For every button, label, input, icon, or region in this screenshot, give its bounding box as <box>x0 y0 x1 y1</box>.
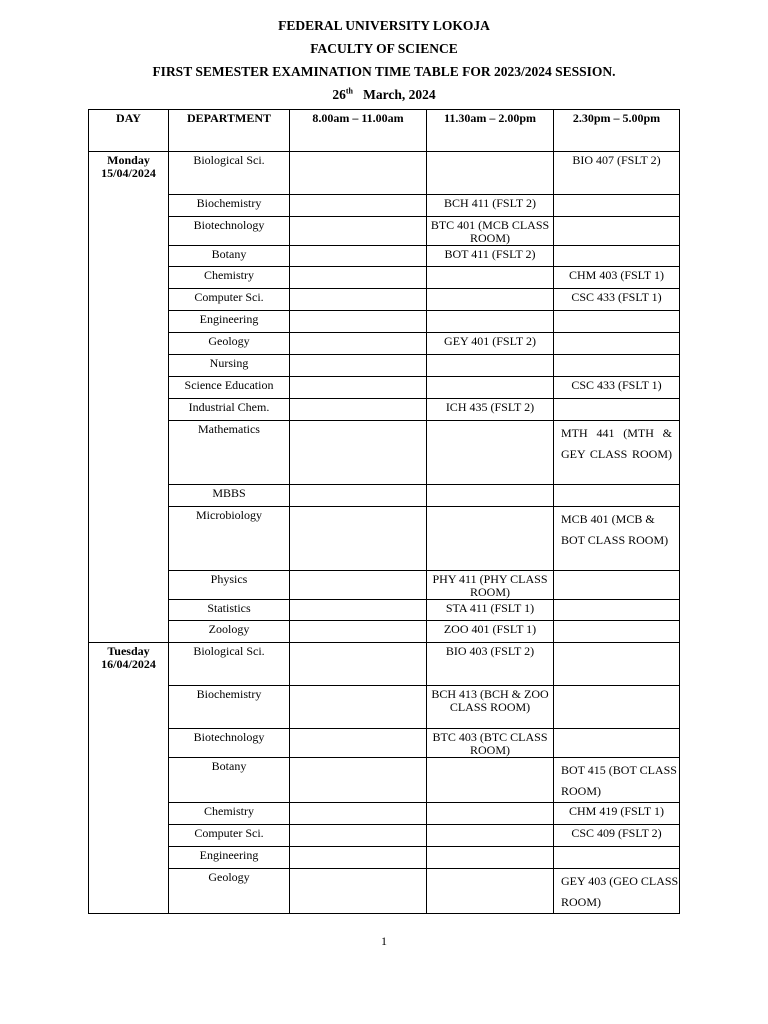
slot-3-cell: BOT 415 (BOT CLASS ROOM) <box>554 758 680 803</box>
timetable-title: FIRST SEMESTER EXAMINATION TIME TABLE FOR 2023/2024 SESSION. <box>152 64 616 79</box>
col-header-slot-1: 8.00am – 11.00am <box>290 110 427 152</box>
slot-1-cell <box>290 355 427 377</box>
slot-1-cell <box>290 377 427 399</box>
slot-3-cell <box>554 600 680 621</box>
slot-3-cell <box>554 355 680 377</box>
slot-2-cell <box>427 485 554 507</box>
department-cell: Biochemistry <box>169 686 290 729</box>
day-date: 16/04/2024 <box>101 657 156 671</box>
table-row <box>89 333 680 355</box>
table-row <box>89 729 680 758</box>
slot-2-cell <box>427 311 554 333</box>
table-row <box>89 869 680 914</box>
department-cell: Engineering <box>169 311 290 333</box>
slot-1-cell <box>290 246 427 267</box>
slot-1-cell <box>290 643 427 686</box>
department-cell: Nursing <box>169 355 290 377</box>
exam-timetable <box>88 109 680 914</box>
table-row <box>89 377 680 399</box>
date-rest: March, 2024 <box>353 87 436 102</box>
table-row <box>89 600 680 621</box>
slot-3-cell <box>554 246 680 267</box>
slot-2-cell <box>427 803 554 825</box>
slot-2-cell: BTC 401 (MCB CLASS ROOM) <box>427 217 554 246</box>
slot-1-cell <box>290 217 427 246</box>
slot-2-cell <box>427 507 554 571</box>
table-row <box>89 399 680 421</box>
department-cell: Geology <box>169 333 290 355</box>
slot-1-cell <box>290 825 427 847</box>
slot-2-cell <box>427 377 554 399</box>
date-day: 26 <box>332 87 346 102</box>
slot-1-cell <box>290 195 427 217</box>
table-row <box>89 643 680 686</box>
date-suffix: th <box>345 86 353 96</box>
department-cell: Chemistry <box>169 803 290 825</box>
document-header <box>0 14 768 106</box>
table-row <box>89 507 680 571</box>
slot-1-cell <box>290 485 427 507</box>
slot-2-cell <box>427 869 554 914</box>
slot-2-cell <box>427 847 554 869</box>
slot-1-cell <box>290 311 427 333</box>
table-row <box>89 195 680 217</box>
slot-1-cell <box>290 289 427 311</box>
slot-1-cell <box>290 758 427 803</box>
slot-1-cell <box>290 571 427 600</box>
slot-3-cell <box>554 686 680 729</box>
slot-3-cell: MCB 401 (MCB & BOT CLASS ROOM) <box>554 507 680 571</box>
faculty-name: FACULTY OF SCIENCE <box>310 41 458 56</box>
slot-2-cell <box>427 758 554 803</box>
department-cell: Botany <box>169 246 290 267</box>
col-header-slot-2: 11.30am – 2.00pm <box>427 110 554 152</box>
col-header-slot-3: 2.30pm – 5.00pm <box>554 110 680 152</box>
slot-2-cell <box>427 421 554 485</box>
department-cell: Chemistry <box>169 267 290 289</box>
slot-1-cell <box>290 686 427 729</box>
slot-2-cell <box>427 289 554 311</box>
department-cell: MBBS <box>169 485 290 507</box>
department-cell: Botany <box>169 758 290 803</box>
slot-1-cell <box>290 869 427 914</box>
slot-3-cell <box>554 399 680 421</box>
slot-3-cell <box>554 333 680 355</box>
department-cell: Biochemistry <box>169 195 290 217</box>
department-cell: Physics <box>169 571 290 600</box>
slot-1-cell <box>290 333 427 355</box>
day-date: 15/04/2024 <box>101 166 156 180</box>
slot-3-cell <box>554 643 680 686</box>
slot-1-cell <box>290 399 427 421</box>
slot-2-cell: BCH 411 (FSLT 2) <box>427 195 554 217</box>
table-row <box>89 152 680 195</box>
slot-1-cell <box>290 507 427 571</box>
slot-1-cell <box>290 152 427 195</box>
slot-3-cell <box>554 847 680 869</box>
slot-2-cell: ZOO 401 (FSLT 1) <box>427 621 554 643</box>
table-row <box>89 686 680 729</box>
slot-2-cell: STA 411 (FSLT 1) <box>427 600 554 621</box>
slot-2-cell <box>427 267 554 289</box>
table-row <box>89 803 680 825</box>
slot-1-cell <box>290 729 427 758</box>
department-cell: Science Education <box>169 377 290 399</box>
department-cell: Statistics <box>169 600 290 621</box>
table-row <box>89 217 680 246</box>
table-row <box>89 825 680 847</box>
slot-2-cell: PHY 411 (PHY CLASS ROOM) <box>427 571 554 600</box>
department-cell: Geology <box>169 869 290 914</box>
slot-1-cell <box>290 421 427 485</box>
department-cell: Biotechnology <box>169 217 290 246</box>
slot-3-cell <box>554 311 680 333</box>
slot-2-cell: ICH 435 (FSLT 2) <box>427 399 554 421</box>
table-row <box>89 311 680 333</box>
slot-3-cell <box>554 571 680 600</box>
day-cell-tuesday <box>89 643 169 914</box>
department-cell: Zoology <box>169 621 290 643</box>
col-header-department: DEPARTMENT <box>169 110 290 152</box>
table-row <box>89 289 680 311</box>
table-row <box>89 621 680 643</box>
table-row <box>89 847 680 869</box>
slot-3-cell: CHM 403 (FSLT 1) <box>554 267 680 289</box>
slot-2-cell: BTC 403 (BTC CLASS ROOM) <box>427 729 554 758</box>
slot-3-cell: CSC 433 (FSLT 1) <box>554 377 680 399</box>
table-header-row <box>89 110 680 152</box>
slot-1-cell <box>290 803 427 825</box>
slot-3-cell <box>554 195 680 217</box>
department-cell: Mathematics <box>169 421 290 485</box>
table-row <box>89 758 680 803</box>
page-number: 1 <box>381 934 387 948</box>
department-cell: Computer Sci. <box>169 289 290 311</box>
slot-3-cell: MTH 441 (MTH & GEY CLASS ROOM) <box>554 421 680 485</box>
slot-3-cell: CSC 409 (FSLT 2) <box>554 825 680 847</box>
slot-1-cell <box>290 600 427 621</box>
table-row <box>89 355 680 377</box>
slot-3-cell <box>554 729 680 758</box>
day-name: Monday <box>107 153 150 167</box>
col-header-day: DAY <box>89 110 169 152</box>
department-cell: Microbiology <box>169 507 290 571</box>
day-cell-monday <box>89 152 169 643</box>
slot-3-cell: CSC 433 (FSLT 1) <box>554 289 680 311</box>
table-row <box>89 246 680 267</box>
slot-1-cell <box>290 847 427 869</box>
timetable-date <box>0 83 768 106</box>
slot-2-cell <box>427 355 554 377</box>
slot-3-cell <box>554 217 680 246</box>
slot-2-cell <box>427 825 554 847</box>
slot-1-cell <box>290 621 427 643</box>
slot-2-cell: BIO 403 (FSLT 2) <box>427 643 554 686</box>
slot-2-cell <box>427 152 554 195</box>
department-cell: Biological Sci. <box>169 152 290 195</box>
table-row <box>89 267 680 289</box>
table-row <box>89 421 680 485</box>
slot-2-cell: BOT 411 (FSLT 2) <box>427 246 554 267</box>
department-cell: Computer Sci. <box>169 825 290 847</box>
table-row <box>89 485 680 507</box>
department-cell: Biological Sci. <box>169 643 290 686</box>
slot-3-cell: CHM 419 (FSLT 1) <box>554 803 680 825</box>
university-name: FEDERAL UNIVERSITY LOKOJA <box>278 18 490 33</box>
department-cell: Biotechnology <box>169 729 290 758</box>
slot-3-cell <box>554 621 680 643</box>
slot-2-cell: GEY 401 (FSLT 2) <box>427 333 554 355</box>
department-cell: Industrial Chem. <box>169 399 290 421</box>
department-cell: Engineering <box>169 847 290 869</box>
slot-3-cell: GEY 403 (GEO CLASS ROOM) <box>554 869 680 914</box>
slot-3-cell: BIO 407 (FSLT 2) <box>554 152 680 195</box>
slot-1-cell <box>290 267 427 289</box>
table-row <box>89 571 680 600</box>
slot-3-cell <box>554 485 680 507</box>
day-name: Tuesday <box>107 644 150 658</box>
slot-2-cell: BCH 413 (BCH & ZOO CLASS ROOM) <box>427 686 554 729</box>
